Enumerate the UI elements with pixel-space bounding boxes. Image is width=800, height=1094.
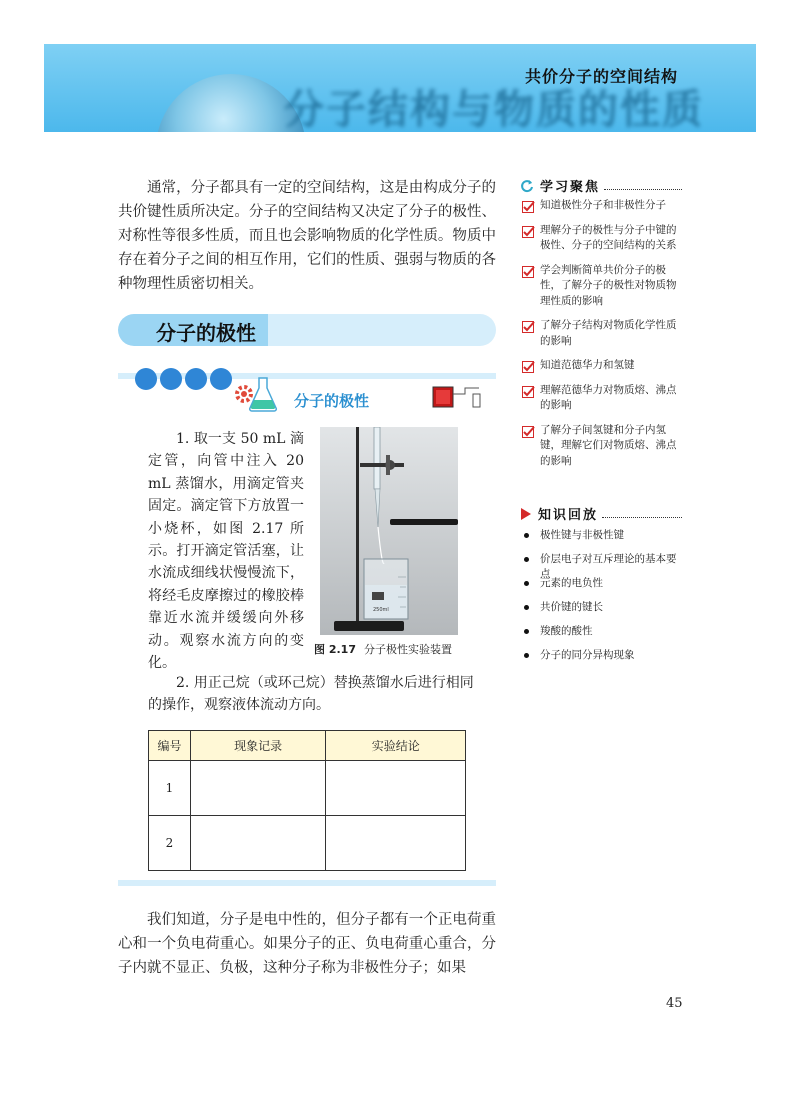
focus-item-text: 知道范德华力和氢键 [540,359,635,371]
learning-focus-heading [520,176,682,195]
table-header-number: 编号 [149,731,191,761]
checkbox-checked-icon [522,266,535,279]
review-item-text: 羧酸的酸性 [540,625,593,637]
list-item [522,318,684,349]
table-cell-conclusion[interactable] [326,761,466,816]
checkbox-checked-icon [522,226,535,239]
list-item [522,223,684,254]
intro-paragraph: 通常，分子都具有一定的空间结构，这是由构成分子的共价键性质所决定。分子的空间结构又决定了分子的极性、对称性等很多性质，而且也会影响物质的化学性质。物质中存在着分子之间的相互作用，它们的性质、强弱与物质的各种物理性质密切相关。 [118,180,496,292]
section-heading [118,314,496,346]
table-row [149,761,466,816]
activity-dots [135,368,232,390]
record-table [148,730,466,871]
focus-item-text: 了解分子间氢键和分子内氢键，理解它们对物质熔、沸点的影响 [540,423,677,467]
table-cell-number: 2 [149,816,191,871]
learning-focus-list [522,198,684,478]
experiment-step-1 [148,428,304,674]
checkbox-checked-icon [522,426,535,439]
focus-item-text: 理解范德华力对物质熔、沸点的影响 [540,383,677,411]
figure-caption-text: 分子极性实验装置 [363,643,452,656]
list-item [522,198,684,214]
play-triangle-icon [520,507,532,521]
list-item [522,358,684,374]
refresh-icon [520,179,534,193]
list-item [522,263,684,310]
table-cell-number: 1 [149,761,191,816]
activity-bottom-rule [118,880,496,886]
body-paragraph: 我们知道，分子是电中性的，但分子都有一个正电荷重心和一个负电荷重心。如果分子的正、负电荷重心重合，分子内就不显正、负极，这种分子称为非极性分子；如果 [118,912,496,976]
list-item [522,576,684,600]
activity-dot [210,368,232,390]
activity-dot [135,368,157,390]
activity-dot [160,368,182,390]
focus-item-text: 知道极性分子和非极性分子 [540,199,666,211]
figure-number: 图 2.17 [314,643,356,656]
table-row [149,816,466,871]
experiment-photo [320,427,458,635]
section-subtitle: 共价分子的空间结构 [524,67,678,86]
learning-focus-title: 学习聚焦 [540,180,601,195]
chapter-title: 分子结构与物质的性质 [284,87,704,132]
list-item [522,383,684,414]
list-item [522,648,684,672]
bullet-icon [524,653,529,658]
table-cell-conclusion[interactable] [326,816,466,871]
list-item [522,552,684,580]
table-cell-observation[interactable] [190,761,326,816]
experiment-step-1-text: 1. 取一支 50 mL 滴定管，向管中注入 20 mL 蒸馏水，用滴定管夹固定。滴定管下方放置一小烧杯，如图 2.17 所示。打开滴定管活塞，让水流成细线状慢慢流下，将经毛皮摩擦过的橡胶棒靠近水流并缓缓向外移动。观察水流方向的变化。 [148,431,304,672]
dotted-rule [602,510,682,518]
list-item [522,528,684,552]
knowledge-review-list [522,528,684,672]
page-number: 45 [666,996,683,1011]
experiment-device-icon [432,384,482,410]
bullet-icon [524,605,529,610]
dotted-rule [604,182,682,190]
review-item-text: 价层电子对互斥理论的基本要点 [540,553,677,580]
section-heading-label: 分子的极性 [156,321,256,345]
figure-caption [314,641,452,657]
bullet-icon [524,557,529,562]
list-item [522,600,684,624]
checkbox-checked-icon [522,201,535,214]
knowledge-review-heading [520,504,682,523]
bullet-icon [524,629,529,634]
review-item-text: 元素的电负性 [540,577,603,589]
header-banner [44,44,756,132]
experiment-step-2-text: 2. 用正己烷（或环己烷）替换蒸馏水后进行相同的操作，观察液体流动方向。 [148,675,474,714]
checkbox-checked-icon [522,361,535,374]
table-header-conclusion: 实验结论 [326,731,466,761]
activity-dot [185,368,207,390]
table-cell-observation[interactable] [190,816,326,871]
list-item [522,423,684,470]
review-item-text: 分子的同分异构现象 [540,649,635,661]
focus-item-text: 理解分子的极性与分子中键的极性、分子的空间结构的关系 [540,223,677,251]
bullet-icon [524,533,529,538]
knowledge-review-title: 知识回放 [538,508,599,523]
checkbox-checked-icon [522,386,535,399]
list-item [522,624,684,648]
flask-icon [248,376,278,412]
beaker-label: 250ml [373,607,389,613]
bullet-icon [524,581,529,586]
checkbox-checked-icon [522,321,535,334]
experiment-step-2 [148,672,478,717]
activity-title: 分子的极性 [294,392,370,410]
review-item-text: 极性键与非极性键 [540,529,624,541]
focus-item-text: 学会判断简单共价分子的极性，了解分子的极性对物质物理性质的影响 [540,263,677,307]
focus-item-text: 了解分子结构对物质化学性质的影响 [540,319,677,347]
table-header-observation: 现象记录 [190,731,326,761]
review-item-text: 共价键的键长 [540,601,603,613]
